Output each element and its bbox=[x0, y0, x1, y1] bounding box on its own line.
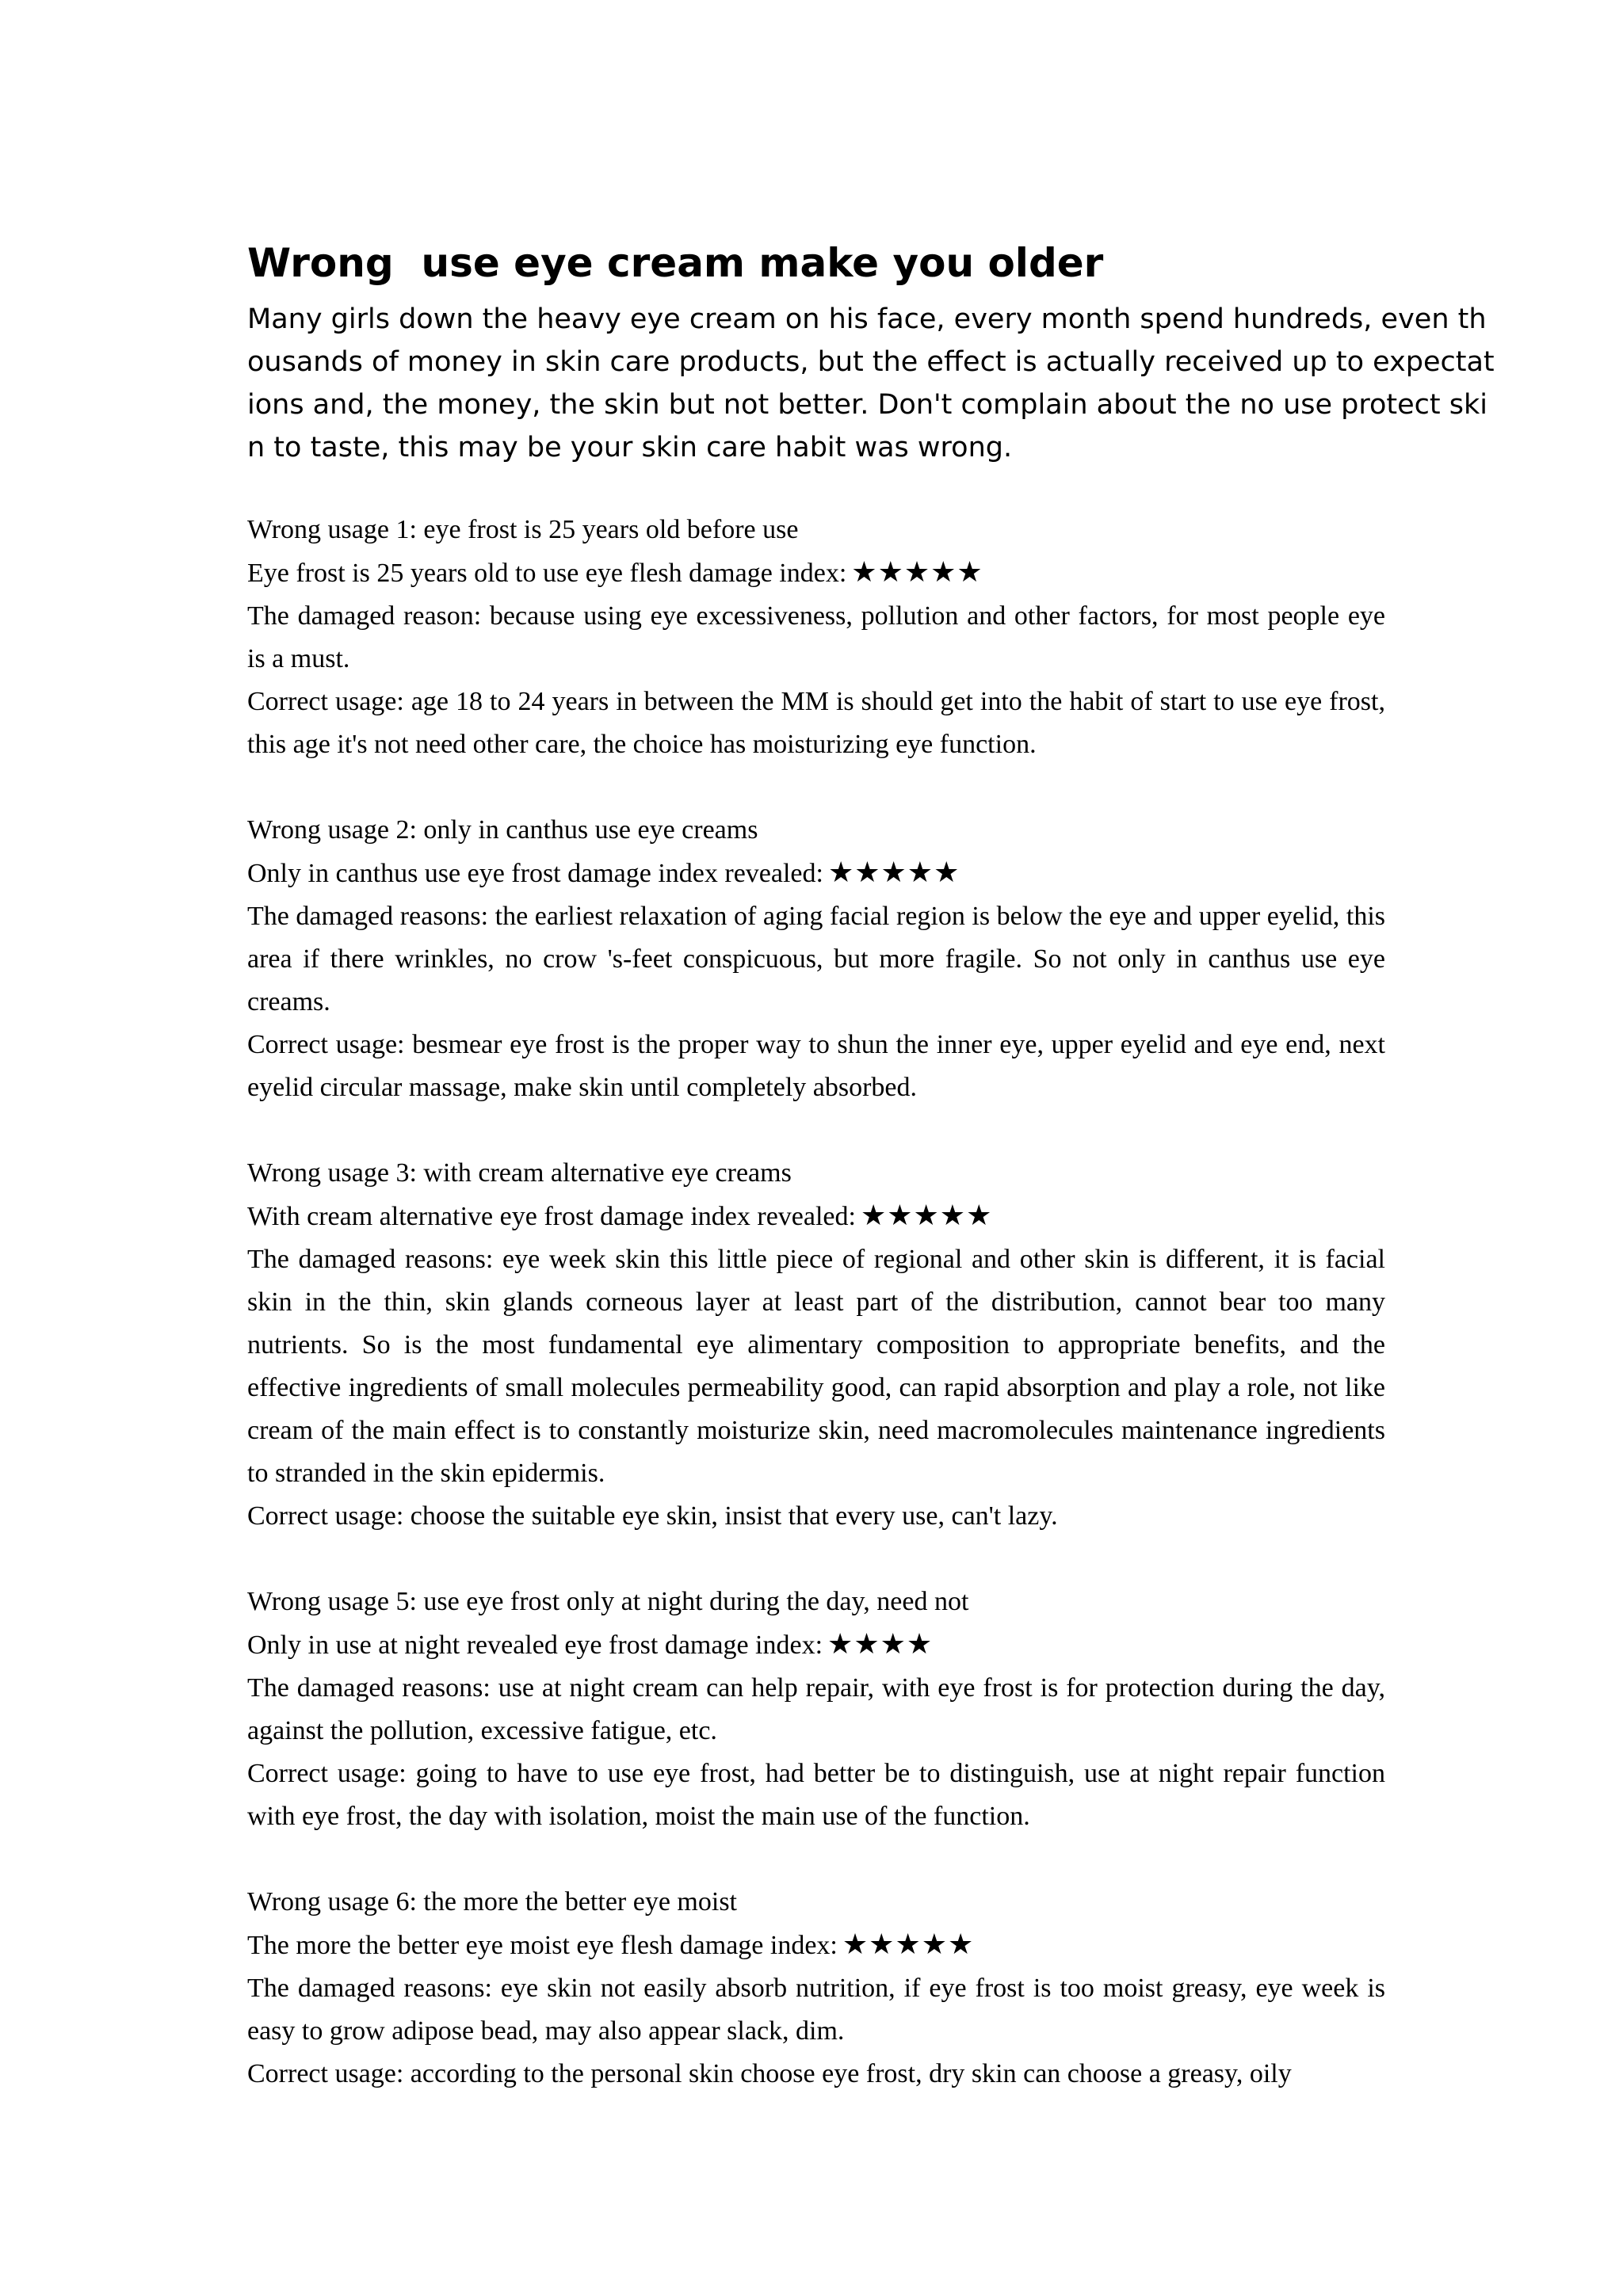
correct-usage: Correct usage: going to have to use eye frost, had better be to distinguish, use at night repair function with eye frost, the day with isolation, moist the main use of the function. bbox=[247, 1759, 1385, 1831]
usage-section-6 bbox=[247, 1881, 1385, 2096]
section-heading: Wrong usage 1: eye frost is 25 years old before use bbox=[247, 515, 799, 544]
damage-reason: The damaged reasons: use at night cream can help repair, with eye frost is for protection during the day, against the pollution, excessive fatigue, etc. bbox=[247, 1673, 1385, 1745]
usage-section-3 bbox=[247, 1152, 1385, 1538]
damage-index-line bbox=[247, 1924, 1385, 1967]
correct-usage: Correct usage: according to the personal skin choose eye frost, dry skin can choose a greasy, oily bbox=[247, 2059, 1292, 2088]
intro-paragraph bbox=[247, 298, 1495, 469]
damage-index-label: With cream alternative eye frost damage index revealed: bbox=[247, 1202, 856, 1231]
usage-section-5 bbox=[247, 1581, 1385, 1838]
damage-index-label: The more the better eye moist eye flesh damage index: bbox=[247, 1931, 838, 1960]
damage-reason: The damaged reasons: eye week skin this little piece of regional and other skin is different, it is facial skin in the thin, skin glands corneous layer at least part of the distribution, cannot bear too many nutrients. So is the most fundamental eye alimentary composition to appropriate benefits, and the effective ingredients of small molecules permeability good, can rapid absorption and play a role, not like cream of the main effect is to constantly moisturize skin, need macromolecules maintenance ingredients to stranded in the skin epidermis. bbox=[247, 1245, 1385, 1488]
intro-line: ions and, the money, the skin but not better. Don't complain about the no use protect ski bbox=[247, 389, 1487, 421]
page-title: Wrong use eye cream make you older bbox=[247, 240, 1104, 286]
damage-index-label: Only in use at night revealed eye frost damage index: bbox=[247, 1630, 823, 1660]
damage-index-line bbox=[247, 852, 1385, 895]
star-rating-icon: ★★★★★ bbox=[851, 556, 983, 589]
section-heading: Wrong usage 2: only in canthus use eye creams bbox=[247, 815, 758, 845]
star-rating-icon: ★★★★★ bbox=[827, 856, 960, 889]
correct-usage: Correct usage: besmear eye frost is the proper way to shun the inner eye, upper eyelid and eye end, next eyelid circular massage, make skin until completely absorbed. bbox=[247, 1030, 1385, 1102]
damage-index-line bbox=[247, 1623, 1385, 1667]
damage-index-label: Only in canthus use eye frost damage index revealed: bbox=[247, 859, 823, 888]
damage-index-line bbox=[247, 1195, 1385, 1238]
damage-reason: The damaged reasons: eye skin not easily absorb nutrition, if eye frost is too moist greasy, eye week is easy to grow adipose bead, may also appear slack, dim. bbox=[247, 1974, 1385, 2046]
damage-index-line bbox=[247, 551, 1385, 595]
star-rating-icon: ★★★★ bbox=[827, 1628, 934, 1661]
intro-line: n to taste, this may be your skin care habit was wrong. bbox=[247, 432, 1013, 463]
section-heading: Wrong usage 5: use eye frost only at night during the day, need not bbox=[247, 1587, 969, 1616]
correct-usage: Correct usage: choose the suitable eye skin, insist that every use, can't lazy. bbox=[247, 1501, 1058, 1531]
section-heading: Wrong usage 6: the more the better eye moist bbox=[247, 1887, 737, 1917]
document-content bbox=[247, 235, 1495, 2138]
correct-usage: Correct usage: age 18 to 24 years in between the MM is should get into the habit of start to use eye frost, this age it's not need other care, the choice has moisturizing eye function. bbox=[247, 687, 1385, 759]
damage-reason: The damaged reasons: the earliest relaxation of aging facial region is below the eye and upper eyelid, this area if there wrinkles, no crow 's-feet conspicuous, but more fragile. So not only in canthus use eye creams. bbox=[247, 902, 1385, 1016]
usage-sections bbox=[247, 509, 1385, 2096]
usage-section-1 bbox=[247, 509, 1385, 766]
star-rating-icon: ★★★★★ bbox=[860, 1199, 993, 1232]
star-rating-icon: ★★★★★ bbox=[842, 1928, 975, 1961]
section-heading: Wrong usage 3: with cream alternative eye creams bbox=[247, 1158, 792, 1188]
intro-line: ousands of money in skin care products, but the effect is actually received up to expectat bbox=[247, 346, 1495, 378]
damage-reason: The damaged reason: because using eye excessiveness, pollution and other factors, for most people eye is a must. bbox=[247, 601, 1385, 673]
damage-index-label: Eye frost is 25 years old to use eye flesh damage index: bbox=[247, 559, 847, 588]
usage-section-2 bbox=[247, 809, 1385, 1109]
intro-line: Many girls down the heavy eye cream on his face, every month spend hundreds, even th bbox=[247, 303, 1487, 335]
